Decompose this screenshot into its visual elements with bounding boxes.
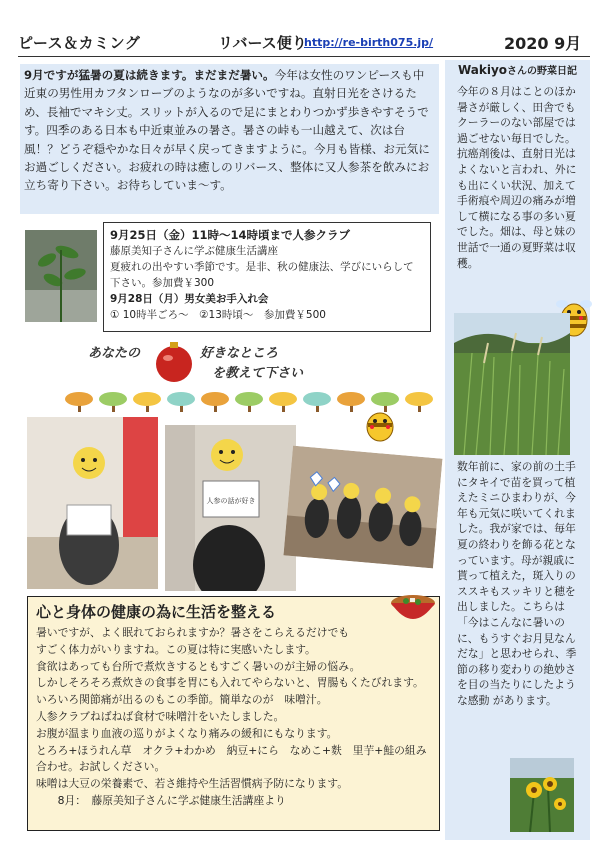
diary-subtitle: さんの野菜日記 <box>507 66 578 77</box>
banner-right-text: 好きなところ <box>200 346 279 361</box>
banner <box>60 336 440 416</box>
health-line: とろろ+ほうれん草 オクラ+わかめ 納豆+にら なめこ+麩 里芋+鮭の組み合わせ。お試しください。 <box>36 743 427 774</box>
event-notice <box>103 222 431 332</box>
newsletter-title: リバース便り <box>218 34 307 52</box>
event-description: 夏疲れの出やすい季節です。是非、秋の健康法、学びにいらして下さい。参加費￥300 <box>110 261 414 289</box>
health-line: 8月： 藤原美知子さんに学ぶ健康生活講座より <box>36 793 286 807</box>
tree-crown <box>371 392 399 406</box>
grass-field-photo <box>454 313 570 455</box>
diary-part2: 数年前に、家の前の土手にタキイで苗を買って植えたミニひまわりが、今年も元気に咲いてくれました。我が家では、毎年夏の終わりを飾る花となっています。母が親戚に貰って植えた，斑入りのススキもスッキリと穂を出しました。こちらは「今はこんなに暑いのに、もうすぐお月見なんだな」と思わせられ、季節の移り変わりの絶妙さを目の当たりにしたような感動 があります。 <box>457 460 577 707</box>
intro-lead: 9月ですが猛暑の夏は続きます。まだまだ暑い。 <box>24 68 275 82</box>
tree-crown <box>201 392 229 406</box>
banner-left-text: あなたの <box>88 346 141 361</box>
diary-title <box>445 62 590 77</box>
event-sessions: ① 10時半ごろ～ ②13時頃～ 参加費￥500 <box>110 309 326 321</box>
tree-crown <box>65 392 93 406</box>
event-title-1: 9月25日（金）11時～14時頃まで人参クラブ <box>110 228 351 242</box>
tree-crown <box>269 392 297 406</box>
health-line: しかしそろそろ煮炊きの食事を胃にも入れてやらないと、胃腸もくたびれます。いろいろ関節痛が出るのもこの季節。簡単なのが 味噌汁。 <box>36 676 424 707</box>
health-line: 人参クラブねばねば食材で味噌汁をいたしました。 <box>36 709 285 723</box>
bee-mascot-icon <box>360 405 400 445</box>
diary-author: Wakiyo <box>457 63 508 77</box>
health-line: 食欲はあっても台所で煮炊きするともすごく暑いのが主婦の悩み。 <box>36 659 361 673</box>
health-line: すごく体力がいりますね。この夏は特に実感いたします。 <box>36 642 316 656</box>
event-course: 藤原美知子さんに学ぶ健康生活講座 <box>110 245 278 257</box>
issue-date: 2020 9月 <box>504 34 582 53</box>
intro-paragraph <box>20 64 439 214</box>
tree-crown <box>405 392 433 406</box>
banner-right-text-2: を教えて下さい <box>212 366 304 381</box>
health-title: 心と身体の健康の為に生活を整える <box>36 603 277 621</box>
board-text: 人参の話が好き <box>206 497 256 505</box>
sunflower-photo <box>510 758 574 832</box>
event-title-2: 9月28日（月）男女美お手入れ会 <box>110 293 269 305</box>
health-line: お腹が温まり血液の巡りがよくなり痛みの緩和にもなります。 <box>36 726 338 740</box>
health-article <box>27 596 440 831</box>
tree-crown <box>99 392 127 406</box>
header <box>18 30 590 56</box>
plant-photo <box>25 230 97 322</box>
tree-crown <box>235 392 263 406</box>
website-link[interactable]: http://re-birth075.jp/ <box>304 36 434 49</box>
health-line: 味噌は大豆の栄養素で、若さ維持や生活習慣病予防になります。 <box>36 777 349 791</box>
diary-part1: 今年の８月はことのほか暑さが厳しく、田舎でもクーラーのない部屋では過ごせない毎日でした。抗癌剤後は、直射日光はよくないと言われ、外にも出にくい状況、加えて手術痕や周辺の痛みが増して横になる事の多い夏でした。畑は、母と妹の世話で一通の夏野菜は収穫。 <box>457 85 577 270</box>
ornament-ball-icon <box>152 340 196 384</box>
group-photo <box>283 446 442 569</box>
seated-woman-photo <box>27 417 158 589</box>
tree-crown <box>337 392 365 406</box>
tree-crown <box>167 392 195 406</box>
intro-body: 今年は女性のワンピースも中近東の男性用カフタンローブのようなのが多いですね。直射日光をさけるため、長袖でマキシ丈。スリットが入るので足にまとわりつかず歩きやすそうです。四季のある日本も中近東並みの暑さ。暑さの峠も一山越えて、次は台風！？どうぞ穏やかな日々が早く戻ってきますように。今月も皆様、お元気にお過ごしください。お疲れの時は癒しのリバース、整体に又人参茶を飲みにお立ち寄り下さい。お待ちしていま～す。 <box>24 68 430 193</box>
header-divider <box>18 56 590 57</box>
tree-crown <box>303 392 331 406</box>
tree-crown <box>133 392 161 406</box>
board-woman-photo <box>165 425 296 591</box>
brand-name: ピース＆カミング <box>18 34 141 52</box>
miso-soup-icon <box>388 585 438 629</box>
health-line: 暑いですが、よく眠れておられますか？暑さをこらえるだけでも <box>36 626 350 639</box>
